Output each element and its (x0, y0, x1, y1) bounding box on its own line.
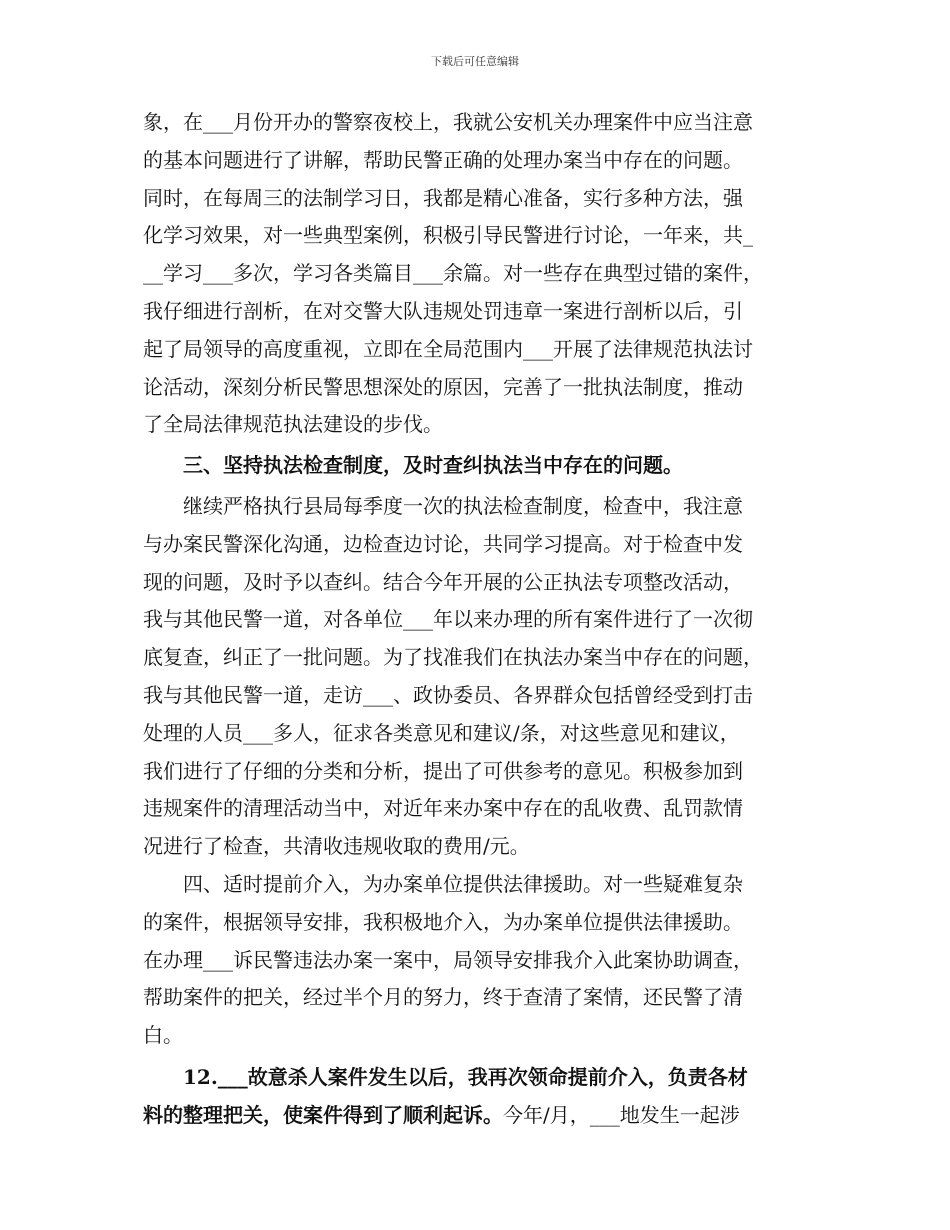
text-line: 白。 (143, 1023, 183, 1048)
text-line: 我们进行了仔细的分类和分析，提出了可供参考的意见。积极参加到 (143, 758, 743, 783)
normal-text: 今年/月，___地发生一起涉 (503, 1102, 740, 1127)
text-line: 象，在___月份开办的警察夜校上，我就公安机关办理案件中应当注意 (143, 110, 753, 134)
text-line: 在办理___诉民警违法办案一案中，局领导安排我介入此案协助调查， (143, 947, 753, 972)
paragraph-training (143, 104, 821, 444)
text-line: __学习___多次，学习各类篇目___余篇。对一些存在典型过错的案件， (143, 261, 763, 286)
text-line: 我仔细进行剖析，在对交警大队违规处罚违章一案进行剖析以后，引 (143, 298, 743, 323)
document-body (143, 104, 821, 1135)
text-line: 底复查，纠正了一批问题。为了找准我们在执法办案当中存在的问题， (143, 645, 763, 670)
text-line: 的基本问题进行了讲解，帮助民警正确的处理办案当中存在的问题。 (143, 147, 743, 172)
text-line: 我与其他民警一道，对各单位___年以来办理的所有案件进行了一次彻 (143, 607, 753, 632)
text-line: 现的问题，及时予以查纠。结合今年开展的公正执法专项整改活动， (143, 569, 743, 594)
text-line: 四、适时提前介入，为办案单位提供法律援助。对一些疑难复杂 (183, 871, 743, 896)
text-line: 违规案件的清理活动当中，对近年来办案中存在的乱收费、乱罚款情 (143, 796, 743, 821)
text-line: 的案件，根据领导安排，我积极地介入，为办案单位提供法律援助。 (143, 909, 743, 934)
text-line: 我与其他民警一道，走访___、政协委员、各界群众包括曾经受到打击 (143, 682, 753, 707)
text-line-mixed (143, 1097, 821, 1135)
text-line: 起了局领导的高度重视，立即在全局范围内___开展了法律规范执法讨 (143, 336, 753, 361)
text-line: 处理的人员___多人，征求各类意见和建议/条，对这些意见和建议， (143, 720, 740, 745)
text-line: 况进行了检查，共清收违规收取的费用/元。 (143, 834, 530, 859)
section-heading-3: 三、坚持执法检查制度，及时查纠执法当中存在的问题。 (183, 453, 683, 478)
page-header: 下载后可任意编辑 (431, 55, 519, 68)
bold-text: 料的整理把关，使案件得到了顺利起诉。 (143, 1102, 503, 1127)
text-line: 与办案民警深化沟通，边检查边讨论，共同学习提高。对于检查中发 (143, 531, 743, 556)
paragraph-legal-aid (143, 866, 821, 1055)
text-line: 12.___故意杀人案件发生以后，我再次领命提前介入，负责各材 (183, 1064, 748, 1089)
text-line: 帮助案件的把关，经过半个月的努力，终于查清了案情，还民警了清 (143, 985, 743, 1010)
text-line: 继续严格执行县局每季度一次的执法检查制度，检查中，我注意 (183, 493, 743, 518)
text-line: 同时，在每周三的法制学习日，我都是精心准备，实行多种方法，强 (143, 185, 743, 210)
paragraph-homicide-case (143, 1059, 821, 1135)
text-line: 论活动，深刻分析民警思想深处的原因，完善了一批执法制度，推动 (143, 374, 743, 399)
paragraph-inspection (143, 488, 821, 866)
text-line: 了全局法律规范执法建设的步伐。 (143, 412, 443, 437)
text-line: 化学习效果，对一些典型案例，积极引导民警进行讨论，一年来，共_ (143, 223, 753, 248)
